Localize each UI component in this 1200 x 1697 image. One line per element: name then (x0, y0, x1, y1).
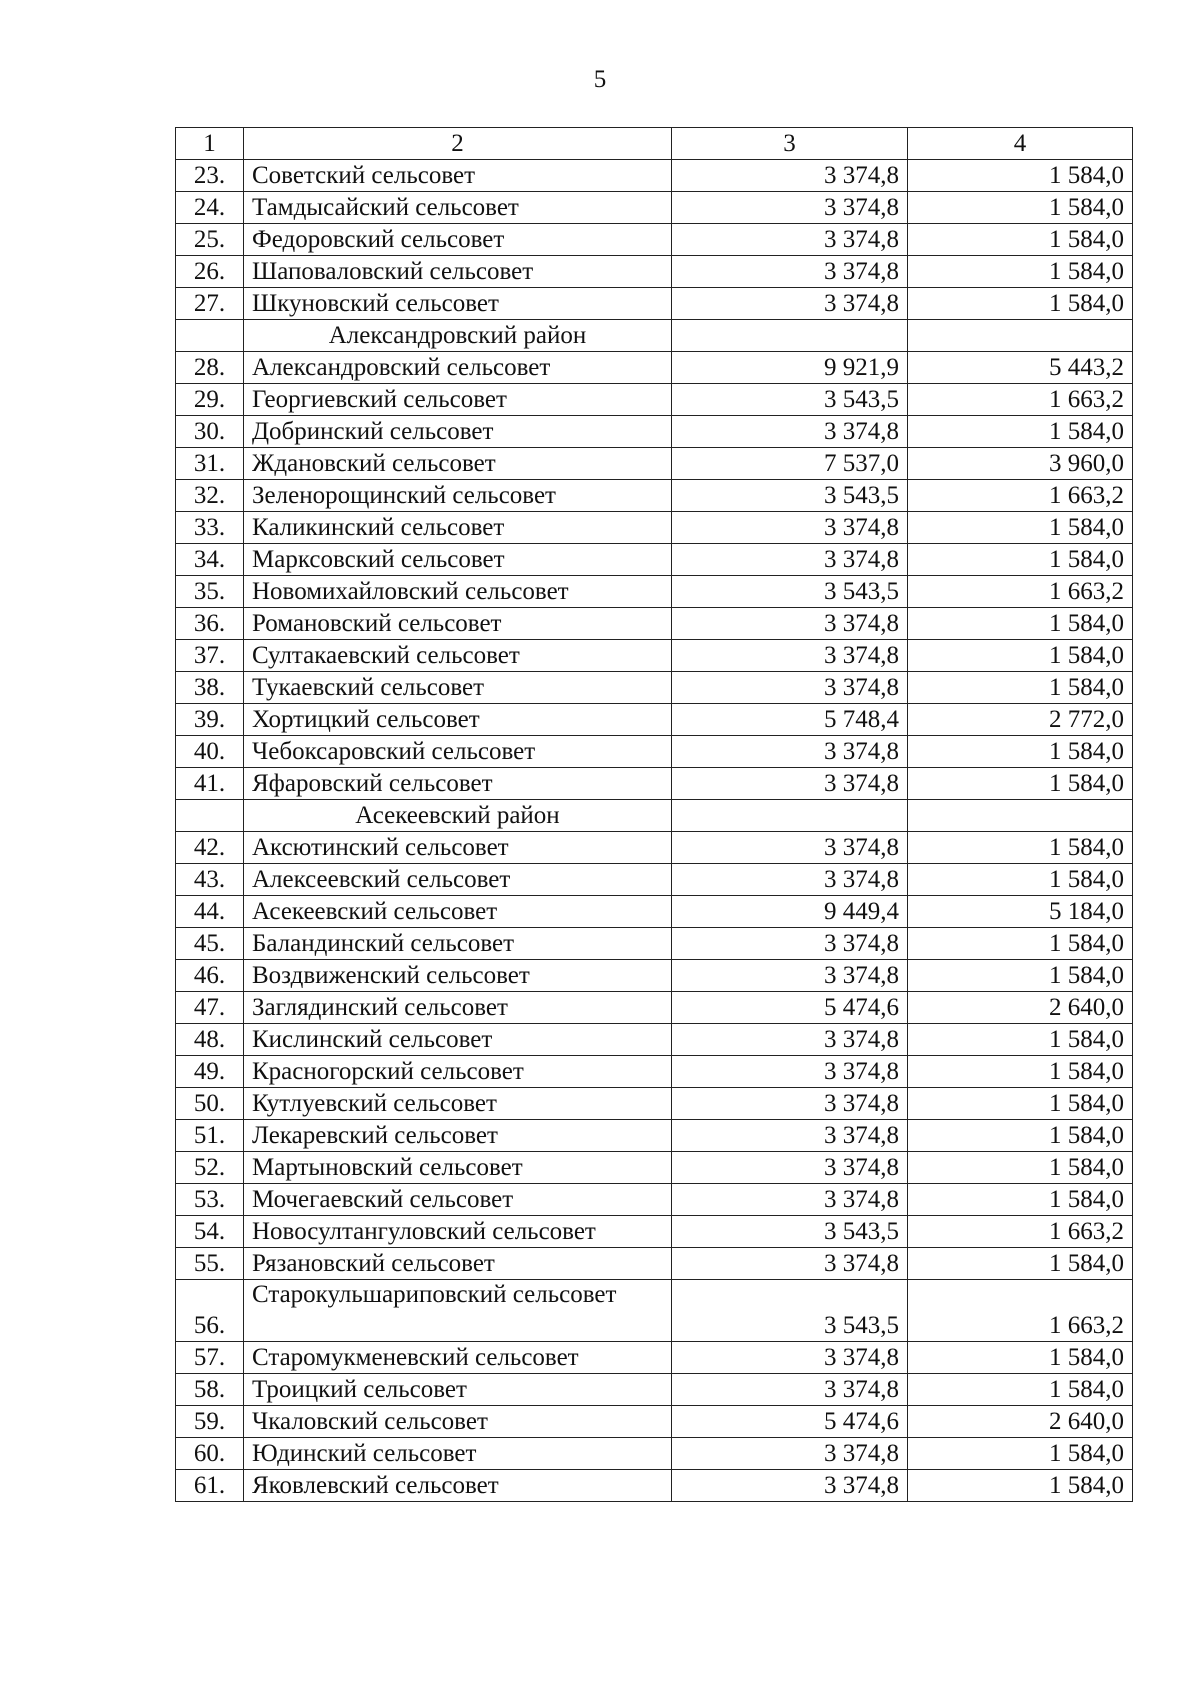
row-number: 56. (176, 1280, 244, 1342)
settlement-name: Старокульшариповский сельсовет (244, 1280, 672, 1342)
table-row (176, 224, 1133, 256)
table-row (176, 448, 1133, 480)
region-name: Асекеевский район (244, 800, 672, 832)
row-number-empty (176, 800, 244, 832)
value-col-3: 3 374,8 (672, 160, 908, 192)
value-col-3: 9 921,9 (672, 352, 908, 384)
settlement-name: Новомихайловский сельсовет (244, 576, 672, 608)
value-col-4: 1 584,0 (908, 1056, 1133, 1088)
settlement-name: Георгиевский сельсовет (244, 384, 672, 416)
value-col-4: 1 584,0 (908, 544, 1133, 576)
settlement-name: Шкуновский сельсовет (244, 288, 672, 320)
value-col-3: 3 374,8 (672, 736, 908, 768)
value-col-3: 3 374,8 (672, 1374, 908, 1406)
table-row (176, 1406, 1133, 1438)
value-col-3: 3 374,8 (672, 1248, 908, 1280)
table-row (176, 160, 1133, 192)
table-row (176, 352, 1133, 384)
value-col-3: 3 374,8 (672, 960, 908, 992)
row-number: 28. (176, 352, 244, 384)
row-number: 60. (176, 1438, 244, 1470)
value-col-3: 3 543,5 (672, 1280, 908, 1342)
value-col-4: 1 584,0 (908, 736, 1133, 768)
row-number: 51. (176, 1120, 244, 1152)
header-col-4: 4 (908, 128, 1133, 160)
value-col-3: 3 374,8 (672, 1438, 908, 1470)
row-number: 48. (176, 1024, 244, 1056)
value-col-3: 3 543,5 (672, 1216, 908, 1248)
header-col-3: 3 (672, 128, 908, 160)
row-number: 57. (176, 1342, 244, 1374)
settlement-name: Красногорский сельсовет (244, 1056, 672, 1088)
table-row (176, 256, 1133, 288)
row-number: 38. (176, 672, 244, 704)
settlement-name: Султакаевский сельсовет (244, 640, 672, 672)
page-number: 5 (593, 66, 607, 93)
value-col-4: 2 772,0 (908, 704, 1133, 736)
value-col-4: 5 443,2 (908, 352, 1133, 384)
table-row (176, 704, 1133, 736)
table-row (176, 864, 1133, 896)
value-col-4: 1 584,0 (908, 1120, 1133, 1152)
row-number: 29. (176, 384, 244, 416)
value-col-3: 3 374,8 (672, 928, 908, 960)
value-col-3: 3 374,8 (672, 1120, 908, 1152)
value-col-4: 1 663,2 (908, 480, 1133, 512)
settlement-name: Александровский сельсовет (244, 352, 672, 384)
value-col-3: 3 543,5 (672, 384, 908, 416)
value-col-3: 3 543,5 (672, 576, 908, 608)
value-col-4: 5 184,0 (908, 896, 1133, 928)
table-row (176, 608, 1133, 640)
table-row (176, 736, 1133, 768)
value-col-3: 3 374,8 (672, 832, 908, 864)
value-col-3: 3 374,8 (672, 768, 908, 800)
row-number: 34. (176, 544, 244, 576)
settlement-name: Марксовский сельсовет (244, 544, 672, 576)
value-col-4-empty (908, 800, 1133, 832)
value-col-4: 1 663,2 (908, 1280, 1133, 1342)
value-col-4: 1 584,0 (908, 864, 1133, 896)
value-col-4: 1 584,0 (908, 224, 1133, 256)
row-number: 40. (176, 736, 244, 768)
value-col-3: 9 449,4 (672, 896, 908, 928)
settlement-name: Яфаровский сельсовет (244, 768, 672, 800)
value-col-3: 3 374,8 (672, 1342, 908, 1374)
row-number: 26. (176, 256, 244, 288)
row-number: 32. (176, 480, 244, 512)
value-col-4: 1 584,0 (908, 1248, 1133, 1280)
value-col-4: 1 584,0 (908, 192, 1133, 224)
value-col-4: 1 584,0 (908, 608, 1133, 640)
settlement-name: Мочегаевский сельсовет (244, 1184, 672, 1216)
settlement-name: Троицкий сельсовет (244, 1374, 672, 1406)
row-number: 61. (176, 1470, 244, 1502)
table-body (176, 128, 1133, 1502)
settlement-name: Рязановский сельсовет (244, 1248, 672, 1280)
header-col-1: 1 (176, 128, 244, 160)
settlement-name: Кутлуевский сельсовет (244, 1088, 672, 1120)
table-row (176, 1152, 1133, 1184)
table-row (176, 544, 1133, 576)
table-row (176, 928, 1133, 960)
table-row (176, 1438, 1133, 1470)
value-col-4: 1 584,0 (908, 960, 1133, 992)
value-col-4: 1 584,0 (908, 512, 1133, 544)
settlement-name: Яковлевский сельсовет (244, 1470, 672, 1502)
table-row (176, 1280, 1133, 1342)
settlement-name: Каликинский сельсовет (244, 512, 672, 544)
settlement-name: Добринский сельсовет (244, 416, 672, 448)
row-number: 25. (176, 224, 244, 256)
value-col-3: 3 374,8 (672, 512, 908, 544)
row-number: 46. (176, 960, 244, 992)
value-col-4: 1 584,0 (908, 1184, 1133, 1216)
region-name: Александровский район (244, 320, 672, 352)
row-number: 27. (176, 288, 244, 320)
value-col-3: 3 374,8 (672, 672, 908, 704)
table-row (176, 1470, 1133, 1502)
value-col-3: 3 374,8 (672, 416, 908, 448)
settlement-name: Асекеевский сельсовет (244, 896, 672, 928)
value-col-4: 1 584,0 (908, 1438, 1133, 1470)
row-number: 43. (176, 864, 244, 896)
value-col-3: 5 748,4 (672, 704, 908, 736)
row-number: 42. (176, 832, 244, 864)
region-row (176, 320, 1133, 352)
settlement-name: Баландинский сельсовет (244, 928, 672, 960)
value-col-3: 3 374,8 (672, 288, 908, 320)
row-number: 58. (176, 1374, 244, 1406)
value-col-3: 3 374,8 (672, 1152, 908, 1184)
value-col-4: 2 640,0 (908, 992, 1133, 1024)
table-row (176, 192, 1133, 224)
value-col-3: 7 537,0 (672, 448, 908, 480)
value-col-3: 3 374,8 (672, 192, 908, 224)
table-row (176, 1088, 1133, 1120)
value-col-4: 1 584,0 (908, 1342, 1133, 1374)
value-col-3: 3 374,8 (672, 256, 908, 288)
value-col-4: 1 584,0 (908, 672, 1133, 704)
settlement-name: Зеленорощинский сельсовет (244, 480, 672, 512)
settlement-name: Тамдысайский сельсовет (244, 192, 672, 224)
value-col-3: 3 374,8 (672, 608, 908, 640)
value-col-3: 3 374,8 (672, 1184, 908, 1216)
value-col-3: 3 374,8 (672, 640, 908, 672)
value-col-4: 1 584,0 (908, 832, 1133, 864)
table-header-row (176, 128, 1133, 160)
settlement-name: Заглядинский сельсовет (244, 992, 672, 1024)
settlement-name: Чкаловский сельсовет (244, 1406, 672, 1438)
table-row (176, 992, 1133, 1024)
value-col-4: 1 584,0 (908, 1152, 1133, 1184)
value-col-3-empty (672, 320, 908, 352)
settlement-name: Мартыновский сельсовет (244, 1152, 672, 1184)
settlement-name: Кислинский сельсовет (244, 1024, 672, 1056)
row-number: 50. (176, 1088, 244, 1120)
settlement-name: Новосултангуловский сельсовет (244, 1216, 672, 1248)
value-col-4: 1 584,0 (908, 288, 1133, 320)
settlement-name: Старомукменевский сельсовет (244, 1342, 672, 1374)
row-number-empty (176, 320, 244, 352)
value-col-3: 3 374,8 (672, 544, 908, 576)
row-number: 36. (176, 608, 244, 640)
value-col-3: 3 374,8 (672, 1088, 908, 1120)
table-row (176, 512, 1133, 544)
row-number: 31. (176, 448, 244, 480)
row-number: 41. (176, 768, 244, 800)
table-row (176, 960, 1133, 992)
row-number: 37. (176, 640, 244, 672)
table-row (176, 1248, 1133, 1280)
row-number: 47. (176, 992, 244, 1024)
row-number: 55. (176, 1248, 244, 1280)
row-number: 54. (176, 1216, 244, 1248)
header-col-2: 2 (244, 128, 672, 160)
row-number: 59. (176, 1406, 244, 1438)
value-col-4: 1 584,0 (908, 160, 1133, 192)
table-row (176, 896, 1133, 928)
value-col-3: 5 474,6 (672, 1406, 908, 1438)
settlement-name: Шаповаловский сельсовет (244, 256, 672, 288)
table-row (176, 832, 1133, 864)
row-number: 45. (176, 928, 244, 960)
value-col-4: 1 663,2 (908, 1216, 1133, 1248)
table-row (176, 1120, 1133, 1152)
row-number: 44. (176, 896, 244, 928)
row-number: 23. (176, 160, 244, 192)
value-col-3: 3 374,8 (672, 224, 908, 256)
value-col-4: 1 584,0 (908, 1024, 1133, 1056)
settlement-name: Юдинский сельсовет (244, 1438, 672, 1470)
table-row (176, 384, 1133, 416)
settlement-name: Лекаревский сельсовет (244, 1120, 672, 1152)
value-col-4: 1 663,2 (908, 384, 1133, 416)
table-row (176, 480, 1133, 512)
table-row (176, 1184, 1133, 1216)
row-number: 33. (176, 512, 244, 544)
settlement-name: Аксютинский сельсовет (244, 832, 672, 864)
settlement-name: Романовский сельсовет (244, 608, 672, 640)
row-number: 53. (176, 1184, 244, 1216)
value-col-3: 3 374,8 (672, 1470, 908, 1502)
row-number: 49. (176, 1056, 244, 1088)
value-col-4: 1 663,2 (908, 576, 1133, 608)
value-col-4: 1 584,0 (908, 416, 1133, 448)
table-row (176, 1374, 1133, 1406)
table-row (176, 1056, 1133, 1088)
table-row (176, 416, 1133, 448)
table-row (176, 768, 1133, 800)
table-row (176, 672, 1133, 704)
value-col-4: 1 584,0 (908, 928, 1133, 960)
settlement-name: Советский сельсовет (244, 160, 672, 192)
value-col-4-empty (908, 320, 1133, 352)
value-col-4: 1 584,0 (908, 640, 1133, 672)
region-row (176, 800, 1133, 832)
settlement-name: Ждановский сельсовет (244, 448, 672, 480)
row-number: 30. (176, 416, 244, 448)
value-col-4: 1 584,0 (908, 1470, 1133, 1502)
settlement-name: Чебоксаровский сельсовет (244, 736, 672, 768)
settlement-name: Алексеевский сельсовет (244, 864, 672, 896)
table-row (176, 1024, 1133, 1056)
row-number: 35. (176, 576, 244, 608)
settlement-name: Тукаевский сельсовет (244, 672, 672, 704)
value-col-4: 1 584,0 (908, 1088, 1133, 1120)
row-number: 24. (176, 192, 244, 224)
settlement-name: Федоровский сельсовет (244, 224, 672, 256)
value-col-4: 1 584,0 (908, 1374, 1133, 1406)
value-col-3: 3 374,8 (672, 864, 908, 896)
table-row (176, 640, 1133, 672)
value-col-4: 1 584,0 (908, 768, 1133, 800)
allocation-table (175, 127, 1133, 1502)
row-number: 52. (176, 1152, 244, 1184)
value-col-4: 2 640,0 (908, 1406, 1133, 1438)
table-row (176, 576, 1133, 608)
value-col-3: 3 374,8 (672, 1056, 908, 1088)
value-col-3: 3 543,5 (672, 480, 908, 512)
value-col-3: 3 374,8 (672, 1024, 908, 1056)
settlement-name: Воздвиженский сельсовет (244, 960, 672, 992)
value-col-3-empty (672, 800, 908, 832)
table-row (176, 1342, 1133, 1374)
value-col-4: 1 584,0 (908, 256, 1133, 288)
table-row (176, 1216, 1133, 1248)
settlement-name: Хортицкий сельсовет (244, 704, 672, 736)
row-number: 39. (176, 704, 244, 736)
value-col-4: 3 960,0 (908, 448, 1133, 480)
value-col-3: 5 474,6 (672, 992, 908, 1024)
table-row (176, 288, 1133, 320)
